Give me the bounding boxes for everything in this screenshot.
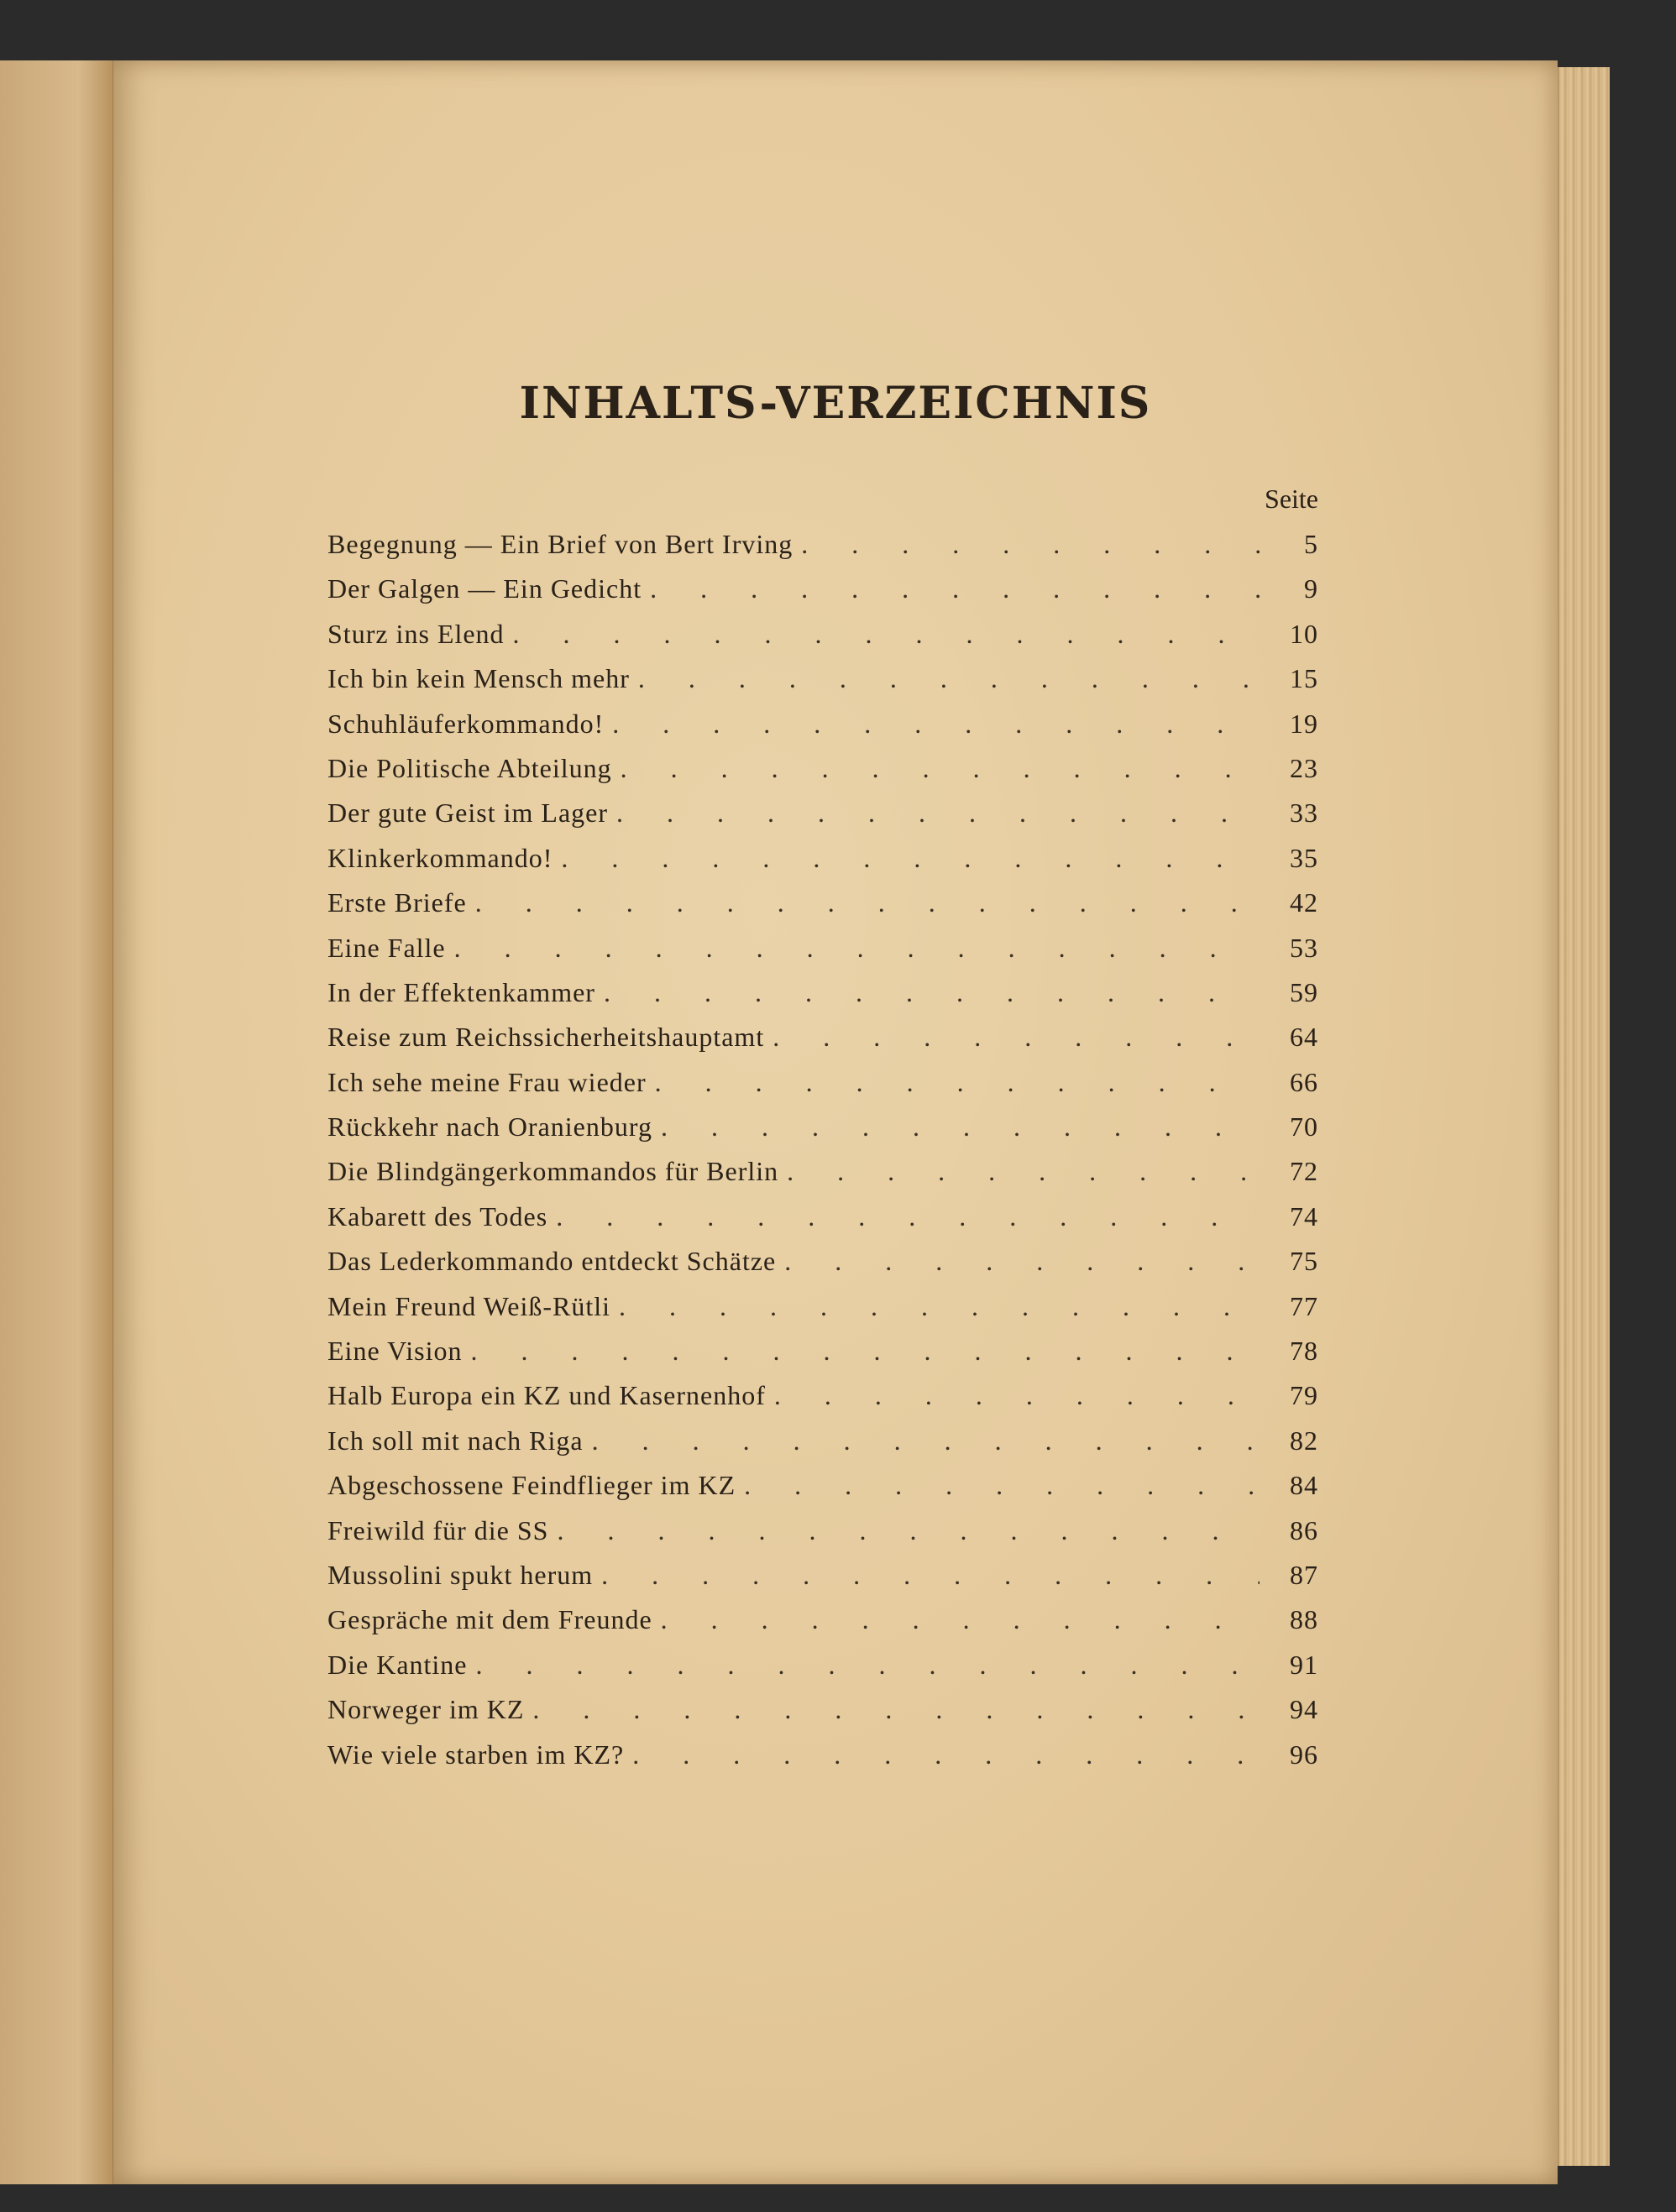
toc-entry-title: Der Galgen — Ein Gedicht bbox=[327, 573, 642, 604]
toc-entry-title: Die Kantine bbox=[327, 1649, 468, 1680]
toc-entry-title: Das Lederkommando entdeckt Schätze bbox=[327, 1246, 777, 1277]
dot-leader bbox=[661, 1604, 1260, 1635]
toc-entry-title: Klinkerkommando! bbox=[327, 842, 553, 873]
toc-entry-page: 70 bbox=[1290, 1111, 1318, 1143]
toc-entry bbox=[327, 663, 1318, 708]
dot-leader bbox=[773, 1022, 1260, 1053]
dot-leader bbox=[632, 1739, 1260, 1770]
toc-entry-page: 84 bbox=[1290, 1470, 1318, 1501]
toc-entry-page: 64 bbox=[1290, 1022, 1318, 1053]
toc-entry-page: 78 bbox=[1290, 1336, 1318, 1367]
dot-leader bbox=[638, 663, 1260, 694]
toc-entry-title: Ich bin kein Mensch mehr bbox=[327, 663, 630, 694]
toc-entry bbox=[327, 619, 1318, 663]
toc-entry bbox=[327, 1336, 1318, 1380]
toc-entry bbox=[327, 887, 1318, 932]
toc-entry-page: 86 bbox=[1290, 1514, 1318, 1545]
toc-entry bbox=[327, 1111, 1318, 1156]
toc-entry-title: Erste Briefe bbox=[327, 887, 467, 918]
dot-leader bbox=[650, 573, 1260, 604]
toc-entry bbox=[327, 797, 1318, 842]
toc-entry bbox=[327, 1694, 1318, 1739]
toc-entry-page: 19 bbox=[1290, 708, 1318, 739]
toc-entry bbox=[327, 1470, 1318, 1514]
toc-entry-page: 5 bbox=[1304, 529, 1318, 559]
toc-entry-title: Die Politische Abteilung bbox=[327, 752, 612, 783]
toc-entry bbox=[327, 1067, 1318, 1111]
toc-entry bbox=[327, 1650, 1318, 1694]
toc-entry-title: Freiwild für die SS bbox=[327, 1514, 549, 1545]
toc-entry bbox=[327, 1380, 1318, 1425]
dot-leader bbox=[532, 1694, 1260, 1725]
toc-entry-page: 82 bbox=[1290, 1425, 1318, 1456]
toc-entry-page: 33 bbox=[1290, 797, 1318, 829]
dot-leader bbox=[784, 1246, 1260, 1277]
toc-entry bbox=[327, 1246, 1318, 1290]
dot-leader bbox=[774, 1380, 1260, 1411]
toc-entry-page: 59 bbox=[1290, 976, 1318, 1007]
dot-leader bbox=[475, 887, 1260, 918]
dot-leader bbox=[787, 1156, 1260, 1187]
toc-entry-title: Begegnung — Ein Brief von Bert Irving bbox=[327, 529, 793, 559]
toc-entry-title: Eine Vision bbox=[327, 1336, 463, 1367]
toc-entry-page: 53 bbox=[1290, 932, 1318, 963]
page-stack-edge bbox=[1558, 67, 1610, 2166]
toc-entry-title: Wie viele starben im KZ? bbox=[327, 1739, 625, 1770]
toc-entry-title: Der gute Geist im Lager bbox=[327, 797, 608, 829]
toc-entry-page: 88 bbox=[1290, 1604, 1318, 1635]
toc-entry-title: Ich sehe meine Frau wieder bbox=[327, 1066, 647, 1097]
toc-entry-title: Die Blindgängerkommandos für Berlin bbox=[327, 1156, 779, 1187]
toc-entry-page: 87 bbox=[1290, 1559, 1318, 1590]
page-column-label: Seite bbox=[1265, 484, 1318, 514]
dot-leader bbox=[561, 843, 1260, 874]
toc-entry-page: 23 bbox=[1290, 752, 1318, 783]
dot-leader bbox=[513, 619, 1260, 650]
toc-entry-title: Sturz ins Elend bbox=[327, 618, 505, 649]
toc-entry bbox=[327, 843, 1318, 887]
toc-entry-page: 74 bbox=[1290, 1200, 1318, 1232]
toc-entry-page: 72 bbox=[1290, 1156, 1318, 1187]
dot-leader bbox=[604, 977, 1260, 1008]
dot-leader bbox=[592, 1425, 1260, 1456]
dot-leader bbox=[801, 529, 1260, 560]
toc-entry bbox=[327, 529, 1318, 573]
toc-entry-title: Mussolini spukt herum bbox=[327, 1559, 594, 1590]
toc-entry-page: 96 bbox=[1290, 1739, 1318, 1770]
toc-entry-page: 79 bbox=[1290, 1380, 1318, 1411]
dot-leader bbox=[661, 1111, 1260, 1143]
dot-leader bbox=[619, 1291, 1260, 1322]
toc-entry bbox=[327, 1604, 1318, 1649]
toc-entry-page: 77 bbox=[1290, 1290, 1318, 1321]
toc-entry-title: Gespräche mit dem Freunde bbox=[327, 1604, 652, 1635]
toc-entry-title: Mein Freund Weiß-Rütli bbox=[327, 1290, 611, 1321]
toc-entry bbox=[327, 1291, 1318, 1336]
dot-leader bbox=[612, 709, 1260, 740]
toc-entry bbox=[327, 1022, 1318, 1066]
facing-page-edge bbox=[0, 60, 115, 2184]
toc-entry-title: Abgeschossene Feindflieger im KZ bbox=[327, 1470, 736, 1501]
toc-entry-page: 94 bbox=[1290, 1694, 1318, 1725]
dot-leader bbox=[621, 753, 1260, 784]
toc-entry bbox=[327, 933, 1318, 977]
toc-entry bbox=[327, 753, 1318, 797]
dot-leader bbox=[556, 1201, 1260, 1232]
dot-leader bbox=[601, 1560, 1260, 1591]
dot-leader bbox=[476, 1650, 1260, 1681]
toc-entry-title: Norweger im KZ bbox=[327, 1694, 525, 1725]
toc-entry-page: 10 bbox=[1290, 618, 1318, 649]
toc-entry bbox=[327, 1425, 1318, 1470]
dot-leader bbox=[454, 933, 1260, 964]
toc-entry bbox=[327, 1739, 1318, 1784]
toc-entry bbox=[327, 573, 1318, 618]
toc-entry-page: 42 bbox=[1290, 887, 1318, 918]
page-title: INHALTS-VERZEICHNIS bbox=[519, 378, 1152, 429]
toc-entry-title: Schuhläuferkommando! bbox=[327, 708, 605, 739]
toc-entry-title: Kabarett des Todes bbox=[327, 1200, 548, 1232]
toc-entry bbox=[327, 1560, 1318, 1604]
toc-entry-title: Ich soll mit nach Riga bbox=[327, 1425, 584, 1456]
table-of-contents bbox=[327, 529, 1318, 1784]
toc-entry bbox=[327, 977, 1318, 1022]
dot-leader bbox=[557, 1515, 1260, 1546]
toc-entry-page: 75 bbox=[1290, 1246, 1318, 1277]
toc-entry bbox=[327, 1201, 1318, 1246]
toc-entry-page: 91 bbox=[1290, 1649, 1318, 1680]
dot-leader bbox=[470, 1336, 1260, 1367]
toc-entry-title: Halb Europa ein KZ und Kasernenhof bbox=[327, 1380, 766, 1411]
dot-leader bbox=[655, 1067, 1260, 1098]
toc-entry-page: 35 bbox=[1290, 842, 1318, 873]
toc-entry bbox=[327, 1515, 1318, 1560]
toc-entry-title: In der Effektenkammer bbox=[327, 976, 595, 1007]
toc-entry-title: Reise zum Reichssicherheitshauptamt bbox=[327, 1022, 765, 1053]
toc-entry bbox=[327, 1156, 1318, 1200]
toc-entry-page: 15 bbox=[1290, 663, 1318, 694]
dot-leader bbox=[616, 797, 1260, 829]
dot-leader bbox=[744, 1470, 1260, 1501]
toc-entry-title: Eine Falle bbox=[327, 932, 446, 963]
toc-entry-title: Rückkehr nach Oranienburg bbox=[327, 1111, 652, 1143]
toc-entry-page: 66 bbox=[1290, 1066, 1318, 1097]
toc-entry-page: 9 bbox=[1304, 573, 1318, 604]
toc-entry bbox=[327, 709, 1318, 753]
